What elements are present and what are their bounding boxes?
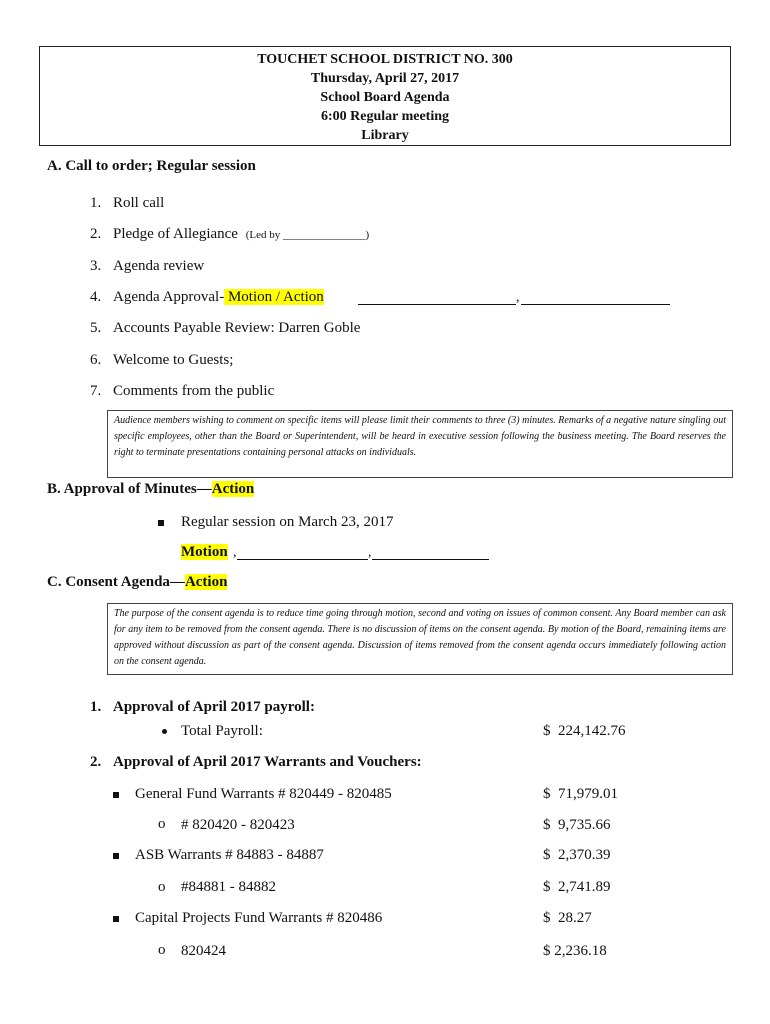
item-number: 4.: [90, 289, 102, 305]
item-text: Roll call: [113, 195, 165, 211]
item-number: 1.: [90, 195, 102, 211]
signature-blank: [237, 547, 368, 560]
list-item: [90, 352, 233, 369]
district-name: TOUCHET SCHOOL DISTRICT NO. 300: [257, 52, 513, 67]
item-number: 2.: [90, 226, 102, 242]
section-c-label: C. Consent Agenda—: [47, 574, 185, 590]
warrant-amount: $ 2,370.39: [543, 847, 611, 863]
square-bullet-icon: [113, 853, 119, 859]
comma-separator: ,: [516, 290, 520, 305]
signature-blank: [372, 547, 489, 560]
item-text: Agenda review: [113, 258, 205, 274]
signature-blank: [521, 292, 670, 305]
header-box: [39, 46, 731, 146]
consent-agenda-note: The purpose of the consent agenda is to reduce time going through motion, second and voting on issues of common consent. Any Board member can ask for any item to be removed from the consent agenda. There is no discussion of items on the consent agenda. By motion of the Board, remaining items are approved without discussion as part of the consent agenda. Discussion of items removed from the consent agenda occurs immediately following action on the consent agenda.: [107, 603, 733, 675]
comma-separator: ,: [233, 545, 237, 560]
payroll-heading: [90, 699, 315, 716]
warrant-label: 820424: [181, 943, 226, 959]
sub-bullet-icon: o: [158, 879, 166, 895]
list-item: [90, 258, 204, 275]
item-title: Approval of April 2017 Warrants and Vouchers:: [113, 754, 422, 770]
square-bullet-icon: [158, 520, 164, 526]
section-b-label: B. Approval of Minutes—: [47, 481, 212, 497]
minutes-item: Regular session on March 23, 2017: [181, 514, 394, 530]
warrant-label: #84881 - 84882: [181, 879, 276, 895]
document-title: School Board Agenda: [320, 90, 450, 105]
item-number: 7.: [90, 383, 102, 399]
item-number: 1.: [90, 699, 102, 715]
warrant-amount: $ 28.27: [543, 910, 592, 926]
warrant-amount: $ 9,735.66: [543, 817, 611, 833]
total-payroll-label: Total Payroll:: [181, 723, 263, 739]
meeting-time: 6:00 Regular meeting: [320, 109, 450, 124]
list-item: [90, 383, 274, 400]
round-bullet-icon: [162, 729, 167, 734]
item-text: Agenda Approval-: [113, 289, 225, 305]
warrant-label: General Fund Warrants # 820449 - 820485: [135, 786, 392, 802]
item-number: 3.: [90, 258, 102, 274]
total-payroll-amount: $ 224,142.76: [543, 723, 626, 739]
warrant-amount: $ 2,741.89: [543, 879, 611, 895]
list-item: [90, 320, 360, 337]
item-text: Pledge of Allegiance: [113, 226, 238, 242]
list-item: [90, 226, 369, 243]
warrants-heading: [90, 754, 422, 771]
meeting-date: Thursday, April 27, 2017: [310, 71, 460, 86]
list-item: [90, 289, 324, 306]
item-text: Accounts Payable Review: Darren Goble: [113, 320, 361, 336]
section-c-title: [47, 574, 227, 591]
warrant-label: # 820420 - 820423: [181, 817, 295, 833]
signature-blank: [358, 292, 516, 305]
item-number: 5.: [90, 320, 102, 336]
meeting-location: Library: [361, 128, 409, 143]
warrant-label: ASB Warrants # 84883 - 84887: [135, 847, 324, 863]
action-highlight: Action: [184, 574, 228, 590]
item-text: Comments from the public: [113, 383, 275, 399]
motion-highlight: Motion: [181, 544, 228, 560]
section-b-title: [47, 481, 254, 498]
list-item: [90, 195, 164, 212]
square-bullet-icon: [113, 792, 119, 798]
warrant-amount: $ 2,236.18: [543, 943, 607, 959]
action-highlight: Action: [211, 481, 255, 497]
warrant-amount: $ 71,979.01: [543, 786, 618, 802]
motion-label: [181, 544, 228, 561]
item-number: 2.: [90, 754, 102, 770]
public-comment-note: Audience members wishing to comment on specific items will please limit their comments to three (3) minutes. Remarks of a negative nature singling out specific employees, other than the Board or Superintendent, will be heard in executive session following the business meeting. The Board reserves the right to terminate presentations containing personal attacks on individuals.: [107, 410, 733, 478]
item-title: Approval of April 2017 payroll:: [113, 699, 315, 715]
square-bullet-icon: [113, 916, 119, 922]
sub-bullet-icon: o: [158, 816, 166, 832]
section-a-title: A. Call to order; Regular session: [47, 158, 256, 174]
comma-separator: ,: [368, 545, 372, 560]
sub-bullet-icon: o: [158, 942, 166, 958]
warrant-label: Capital Projects Fund Warrants # 820486: [135, 910, 383, 926]
item-number: 6.: [90, 352, 102, 368]
led-by-text: (Led by _______________): [245, 229, 370, 241]
item-text: Welcome to Guests;: [113, 352, 234, 368]
motion-action-highlight: Motion / Action: [224, 289, 324, 305]
